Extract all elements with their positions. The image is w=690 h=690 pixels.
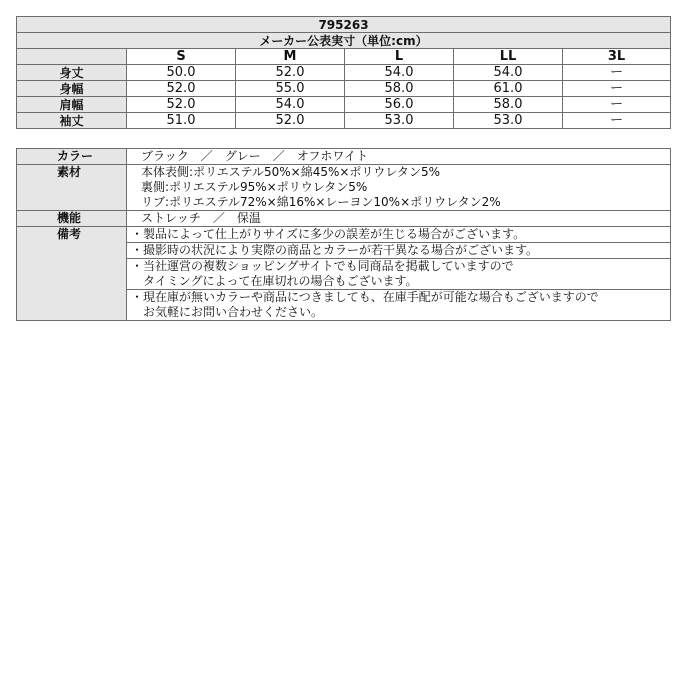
cell: ー bbox=[563, 65, 671, 81]
note-line: お気軽にお問い合わせください。 bbox=[131, 305, 324, 319]
size-header-corner bbox=[17, 49, 127, 65]
spec-label-function: 機能 bbox=[17, 211, 127, 227]
spec-value-color: ブラック ／ グレー ／ オフホワイト bbox=[127, 149, 671, 165]
size-col-m: M bbox=[236, 49, 345, 65]
spec-row-function bbox=[17, 211, 671, 227]
cell: 52.0 bbox=[127, 81, 236, 97]
cell: 54.0 bbox=[454, 65, 563, 81]
size-header-row bbox=[17, 49, 671, 65]
cell: 58.0 bbox=[345, 81, 454, 97]
cell: 56.0 bbox=[345, 97, 454, 113]
cell: 54.0 bbox=[345, 65, 454, 81]
measurement-row-sleeve-length bbox=[17, 113, 671, 129]
cell: 52.0 bbox=[236, 113, 345, 129]
note-line: ・製品によって仕上がりサイズに多少の誤差が生じる場合がございます。 bbox=[131, 227, 526, 241]
note-line: タイミングによって在庫切れの場合もございます。 bbox=[131, 274, 418, 288]
cell: 58.0 bbox=[454, 97, 563, 113]
material-line: 本体表側:ポリエステル50%×綿45%×ポリウレタン5% bbox=[141, 165, 440, 179]
cell: ー bbox=[563, 81, 671, 97]
cell: 55.0 bbox=[236, 81, 345, 97]
cell: 52.0 bbox=[127, 97, 236, 113]
spec-label-material: 素材 bbox=[17, 165, 127, 211]
row-label: 肩幅 bbox=[17, 97, 127, 113]
cell: 53.0 bbox=[454, 113, 563, 129]
spec-value-function: ストレッチ ／ 保温 bbox=[127, 211, 671, 227]
size-col-s: S bbox=[127, 49, 236, 65]
note-line: ・当社運営の複数ショッピングサイトでも同商品を掲載していますので bbox=[131, 259, 514, 273]
note-line: ・撮影時の状況により実際の商品とカラーが若干異なる場合がございます。 bbox=[131, 243, 539, 257]
spec-label-color: カラー bbox=[17, 149, 127, 165]
size-col-3l: 3L bbox=[563, 49, 671, 65]
size-table-title: メーカー公表実寸（単位:cm） bbox=[17, 33, 671, 49]
size-table bbox=[16, 16, 671, 129]
measurement-row-shoulder-width bbox=[17, 97, 671, 113]
spec-row-material bbox=[17, 165, 671, 211]
spec-label-notes: 備考 bbox=[17, 227, 127, 321]
cell: ー bbox=[563, 97, 671, 113]
row-label: 身丈 bbox=[17, 65, 127, 81]
note-item bbox=[127, 259, 671, 290]
size-col-ll: LL bbox=[454, 49, 563, 65]
cell: 61.0 bbox=[454, 81, 563, 97]
cell: ー bbox=[563, 113, 671, 129]
row-label: 身幅 bbox=[17, 81, 127, 97]
cell: 52.0 bbox=[236, 65, 345, 81]
note-item bbox=[127, 227, 671, 243]
spec-value-material bbox=[127, 165, 671, 211]
material-line: リブ:ポリエステル72%×綿16%×レーヨン10%×ポリウレタン2% bbox=[141, 195, 501, 209]
material-line: 裏側:ポリエステル95%×ポリウレタン5% bbox=[141, 180, 368, 194]
note-item bbox=[127, 243, 671, 259]
cell: 53.0 bbox=[345, 113, 454, 129]
size-col-l: L bbox=[345, 49, 454, 65]
spec-table bbox=[16, 148, 671, 321]
cell: 51.0 bbox=[127, 113, 236, 129]
cell: 54.0 bbox=[236, 97, 345, 113]
measurement-row-body-width bbox=[17, 81, 671, 97]
row-label: 袖丈 bbox=[17, 113, 127, 129]
cell: 50.0 bbox=[127, 65, 236, 81]
note-item bbox=[127, 290, 671, 321]
note-line: ・現在庫が無いカラーや商品につきましても、在庫手配が可能な場合もございますので bbox=[131, 290, 599, 304]
spec-row-notes bbox=[17, 227, 671, 243]
product-code: 795263 bbox=[17, 17, 671, 33]
measurement-row-body-length bbox=[17, 65, 671, 81]
spec-row-color bbox=[17, 149, 671, 165]
